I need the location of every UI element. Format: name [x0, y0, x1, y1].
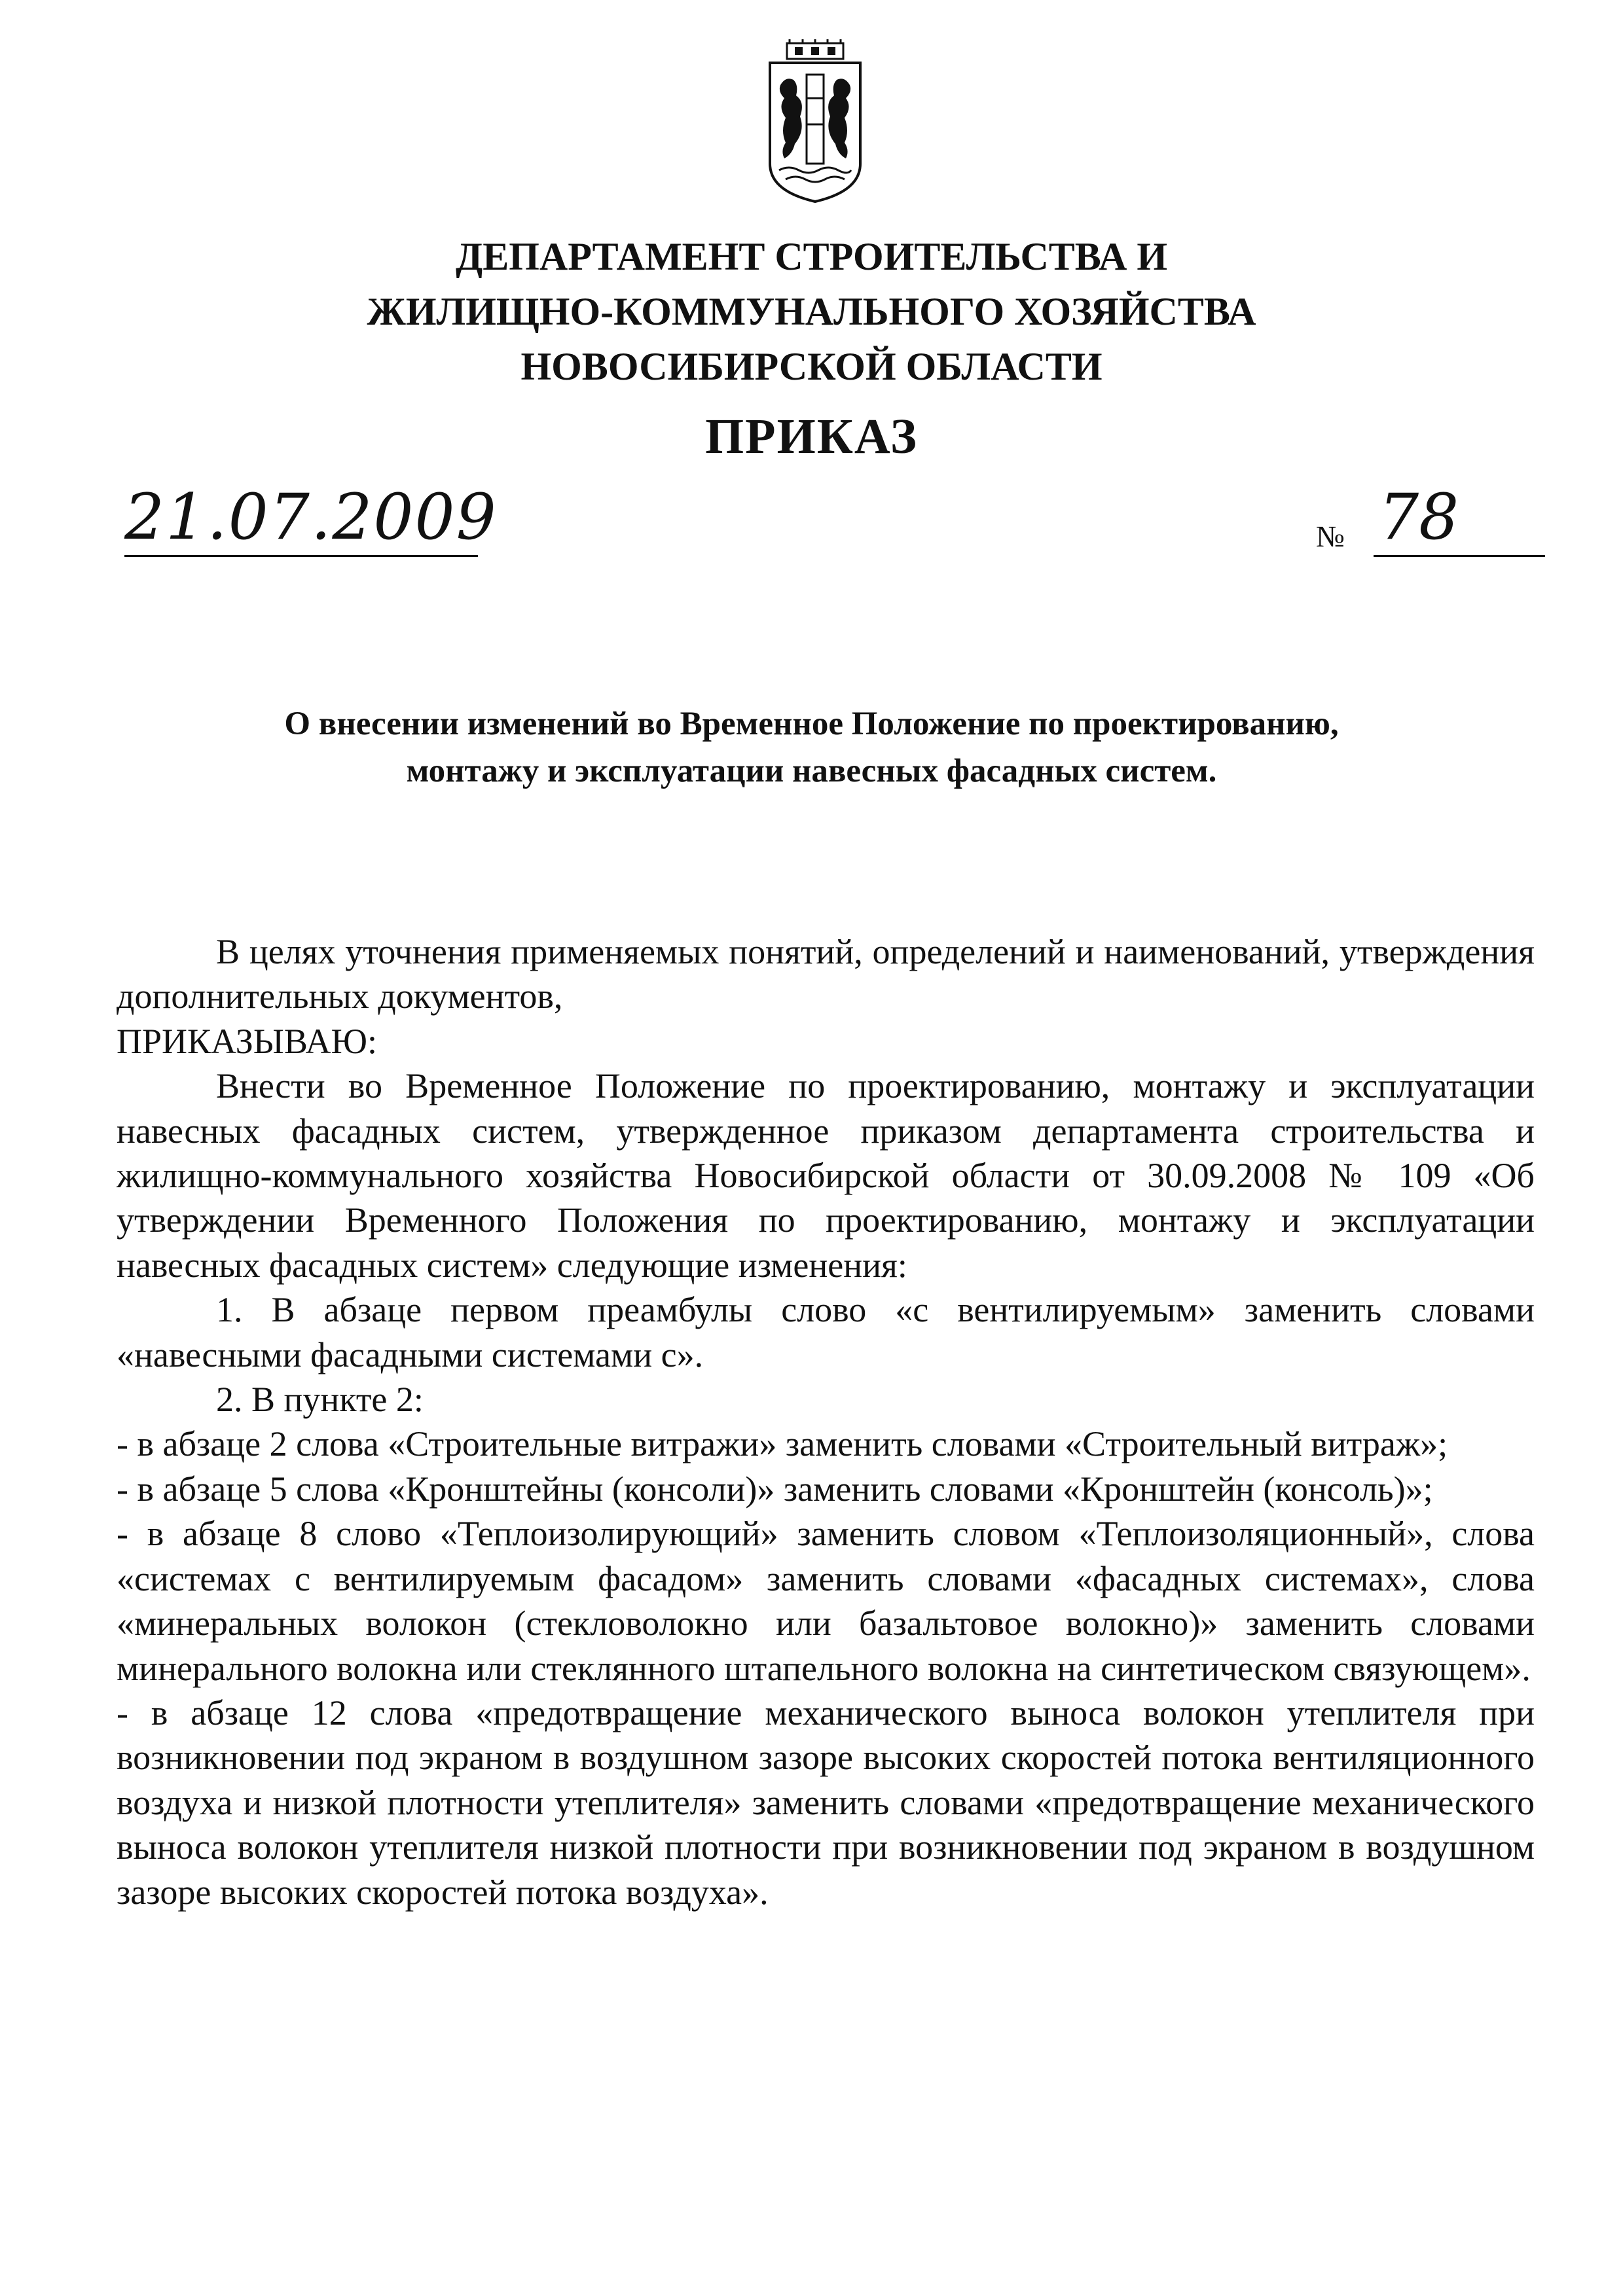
subject-line-1: О внесении изменений во Временное Положение по проектированию,	[284, 706, 1339, 742]
department-line-2: ЖИЛИЩНО-КОММУНАЛЬНОГО ХОЗЯЙСТВА	[367, 290, 1256, 333]
order-date-handwritten: 21.07.2009	[124, 480, 498, 554]
department-name	[0, 229, 1623, 394]
intro-paragraph: Внести во Временное Положение по проектированию, монтажу и эксплуатации навесных фасадных систем, утвержденное приказом департамента строительства и жилищно-коммунального хозяйства Новосибирской области от 30.09.2008 № 109 «Об утверждении Временного Положения по проектированию, монтажу и эксплуатации навесных фасадных систем» следующие изменения:	[117, 1066, 1535, 1285]
order-number-handwritten: 78	[1379, 480, 1459, 554]
item-1-paragraph: 1. В абзаце первом преамбулы слово «с вентилируемым» заменить словами «навесными фасадными системами с».	[117, 1290, 1535, 1374]
date-underline	[124, 555, 478, 557]
item-2-heading: 2. В пункте 2:	[216, 1380, 424, 1420]
item-2-point-1: - в абзаце 2 слова «Строительные витражи» заменить словами «Строительный витраж»;	[117, 1424, 1448, 1464]
department-line-1: ДЕПАРТАМЕНТ СТРОИТЕЛЬСТВА И	[455, 235, 1168, 278]
order-number	[1316, 478, 1545, 569]
order-body	[117, 929, 1535, 1914]
subject-line-2: монтажу и эксплуатации навесных фасадных систем.	[406, 753, 1217, 789]
order-word: ПРИКАЗЫВАЮ:	[117, 1021, 377, 1061]
order-date	[124, 478, 498, 569]
item-2-point-4: - в абзаце 12 слова «предотвращение механического выноса волокон утеплителя при возникновении под экраном в воздушном зазоре высоких скоростей потока вентиляционного воздуха и низкой плотности утеплителя» заменить словами «предотвращение механического выноса волокон утеплителя низкой плотности при возникновении под экраном в воздушном зазоре высоких скоростей потока воздуха».	[117, 1693, 1535, 1912]
preamble-paragraph: В целях уточнения применяемых понятий, определений и наименований, утверждения дополнительных документов,	[117, 932, 1535, 1016]
department-line-3: НОВОСИБИРСКОЙ ОБЛАСТИ	[520, 345, 1103, 388]
item-2-point-3: - в абзаце 8 слово «Теплоизолирующий» заменить словом «Теплоизоляционный», слова «системах с вентилируемым фасадом» заменить словами «фасадных системах», слова «минеральных волокон (стекловолокно или базальтовое волокно)» заменить словами минерального волокна или стеклянного штапельного волокна на синтетическом связующем».	[117, 1514, 1535, 1688]
coat-of-arms-icon	[766, 39, 864, 203]
item-2-point-2: - в абзаце 5 слова «Кронштейны (консоли)» заменить словами «Кронштейн (консоль)»;	[117, 1469, 1433, 1509]
order-subject	[0, 700, 1623, 795]
number-sign: №	[1316, 520, 1345, 553]
number-underline	[1374, 555, 1545, 557]
document-type-title: ПРИКАЗ	[705, 409, 918, 464]
